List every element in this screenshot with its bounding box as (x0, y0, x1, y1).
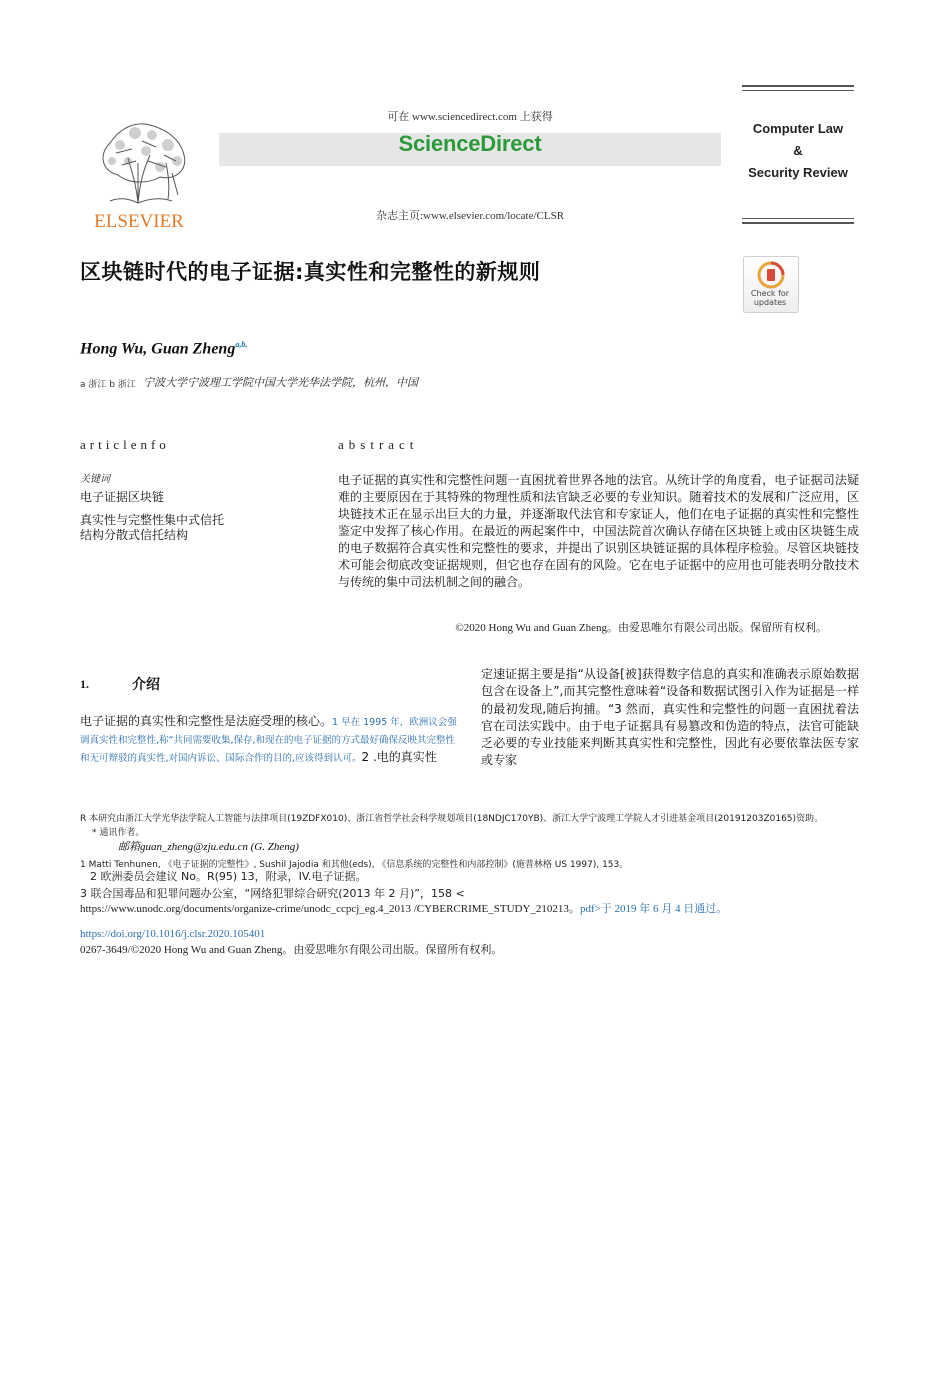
journal-homepage-text: 杂志主页:www.elsevier.com/locate/CLSR (375, 210, 565, 222)
intro-left-note[interactable]: 1 早在 1995 年，欧洲议会强调真实性和完整性,称“共同需要收集,保存,和现在的电子证据的方式最好确保反映其完整性和无可辩驳的真实性,对国内诉讼、国际合作的目的,应该得到认可。 (80, 717, 457, 764)
journal-name-line2: & (793, 143, 803, 158)
corresponding-author-note: * 通讯作者。 (92, 828, 145, 838)
footnote-2: 2 欧洲委员会建议 No。R(95) 13，附录，IV.电子证据。 (90, 870, 367, 883)
author-list (80, 340, 247, 358)
check-updates-label-line1: Check for (750, 289, 790, 298)
elsevier-wordmark: ELSEVIER (94, 211, 184, 231)
doi-link[interactable]: https://doi.org/10.1016/j.clsr.2020.105401 (80, 928, 266, 940)
article-title: 区块链时代的电子证据:真实性和完整性的新规则 (80, 260, 541, 284)
section-title: 介绍 (132, 677, 160, 693)
author-names: Hong Wu, Guan Zheng (80, 340, 236, 358)
email-link[interactable]: 邮箱guan_zheng@zju.edu.cn (G. Zheng) (118, 841, 299, 853)
footnote-3-line1: 3 联合国毒品和犯罪问题办公室，“网络犯罪综合研究(2013 年 2 月)”，158 < (80, 887, 465, 900)
elsevier-logo (80, 103, 198, 231)
journal-rule-bottom-thin (742, 218, 854, 219)
check-for-updates-label (743, 289, 797, 307)
intro-left-tail: 2 .电的真实性 (361, 750, 437, 764)
available-at-text: 可在 www.sciencedirect.com 上获得 (387, 111, 553, 123)
intro-left-main: 电子证据的真实性和完整性是法庭受理的核心。 (80, 714, 333, 728)
journal-rule-top-thin (742, 90, 854, 91)
abstract-heading: abstract (338, 437, 419, 452)
keyword-item: 电子证据区块链 (80, 490, 165, 504)
check-updates-icon (757, 261, 785, 289)
journal-rule-bottom (742, 222, 854, 224)
abstract-copyright: ©2020 Hong Wu and Guan Zheng。由爱思唯尔有限公司出版。保留所有权利。 (455, 622, 827, 634)
keyword-item: 结构分散式信托结构 (80, 528, 189, 542)
footnote-3-line2 (80, 900, 727, 916)
footnote-1: 1 Matti Tenhunen, 《电子证据的完整性》, Sushil Jajodia 和其他(eds), 《信息系统的完整性和内部控制》(施普林格 US 1997), 153。 (80, 860, 629, 870)
abstract-body: 电子证据的真实性和完整性问题一直困扰着世界各地的法官。从统计学的角度看，电子证据司法疑难的主要原因在于其特殊的物理性质和法官缺乏必要的专业知识。随着技术的发展和广泛应用，区块链技术正在显示出巨大的力量，并逐渐取代法官和专家证人，他们在电子证据的真实性和完整性鉴定中发挥了核心作用。在最近的两起案件中，中国法院首次确认存储在区块链上或由区块链生成的电子数据符合真实性和完整性的要求，并提出了识别区块链证据的具体程序检验。尽管区块链技术可能会彻底改变证据规则，但它也存在固有的风险。它在电子证据中的应用也可能表明分散技术与传统的集中司法机制之间的融合。 (338, 473, 859, 589)
affiliation-marks: a 浙江 b 浙江 (80, 380, 136, 390)
intro-left-column (80, 713, 458, 767)
funding-footnote: R 本研究由浙江大学光华法学院人工智能与法律项目(19ZDFX010)、浙江省哲学社会科学规划项目(18NDJC170YB)、浙江大学宁波理工学院人才引进基金项目(20191203Z0165)资助。 (80, 814, 824, 824)
journal-name-line3: Security Review (748, 165, 848, 180)
article-info-heading: articlenfo (80, 437, 170, 452)
author-affiliation-superscript[interactable]: a,b, (235, 340, 248, 349)
keywords-label: 关键词 (80, 474, 110, 485)
keyword-item: 真实性与完整性集中式信托 (80, 513, 225, 527)
journal-name-line1: Computer Law (752, 121, 844, 136)
section-number: 1. (80, 677, 89, 691)
affiliation-text: 宁波大学宁波理工学院中国大学光华法学院，杭州，中国 (143, 376, 418, 389)
journal-rule-top (742, 85, 854, 87)
issn-copyright-line: 0267-3649/©2020 Hong Wu and Guan Zheng。由爱思唯尔有限公司出版。保留所有权利。 (80, 944, 503, 956)
footnote-3-url[interactable]: https://www.unodc.org/documents/organize-crime/unodc_ccpcj_eg.4_2013 /CYBERCRIME_STUDY_210213。 (80, 903, 580, 915)
intro-right-column: 定速证据主要是指“从设备[被]获得数字信息的真实和准确表示原始数据包含在设备上”,而其完整性意味着“设备和数据试图引入作为证据是一样的最初发现,随后拘捕。“3 然而，真实性和完整性的问题一直困扰着法官在司法实践中。由于电子证据具有易篡改和伪造的特点，法官可能缺乏必要的专业技能来判断其真实性和完整性，因此有必要依靠法医专家或专家 (481, 667, 859, 768)
check-updates-label-line2: updates (753, 298, 787, 307)
sciencedirect-brand[interactable]: ScienceDirect (398, 131, 542, 156)
footnote-3-access-link[interactable]: pdf>于 2019 年 6 月 4 日通过。 (579, 903, 728, 915)
